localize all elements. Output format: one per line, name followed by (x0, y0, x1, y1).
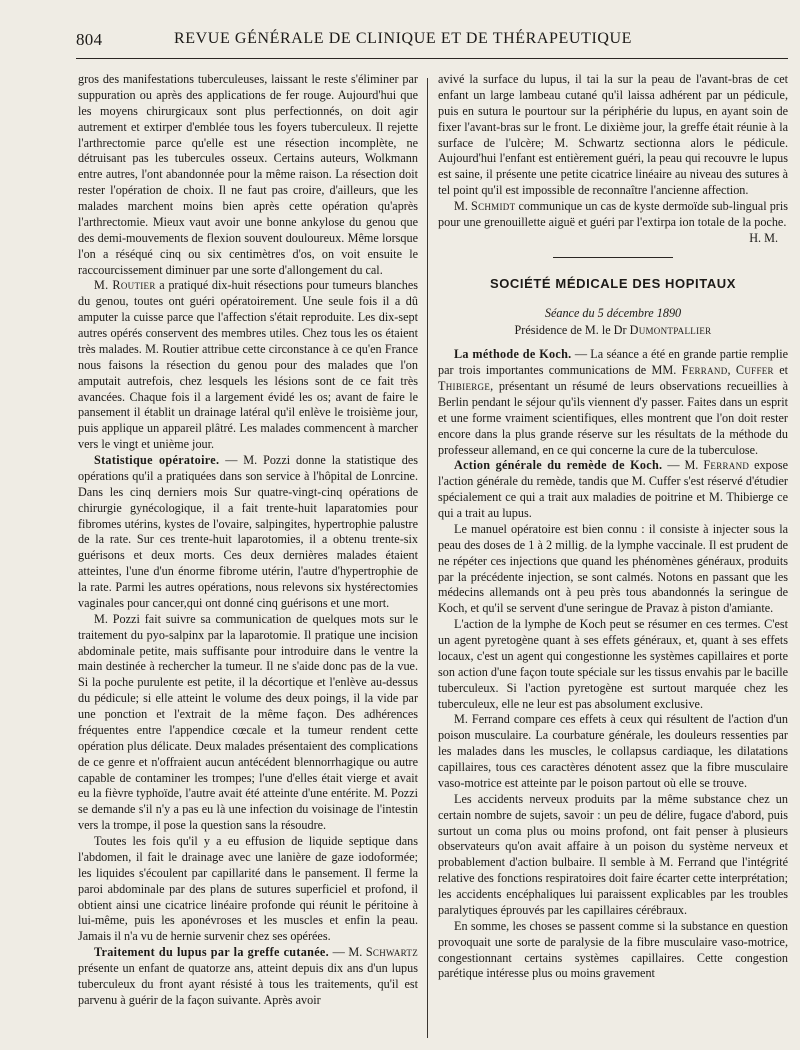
paragraph-text: expose l'action générale du remède, tandis que M. Cuffer s'est réservé d'étudier spécialement ce qui a trait aux maladies de poitrine et M. Thibierge ce qui a trait au lupus. (438, 458, 788, 520)
presidence-line (438, 323, 788, 339)
author-name: Ferrand (681, 363, 728, 378)
left-column (78, 72, 418, 1009)
paragraph-text: , présentant un résumé de leurs observations recueillies à Berlin pendant le séjour qu'ils viennent d'y passer. Faites dans un esprit et une forme vraiment scientifiques, elles montrent que l'on doit rester encore dans la plus grande réserve sur les résultats de la méthode du professeur allemand, en ce qui concerne la cure de la tuberculose. (438, 379, 788, 457)
running-title: REVUE GÉNÉRALE DE CLINIQUE ET DE THÉRAPEUTIQUE (174, 30, 633, 47)
paragraph: gros des manifestations tuberculeuses, laissant le reste s'éliminer par suppuration ou après des applications de fer rouge. Aujourd'hui que les moyens chirurgicaux sont plus perfectionnés, on doit agir autrement et extirper d'emblée tous les foyers tuberculeux. Il rejette l'arthrectomie parce qu'elle est une résection incomplète, ne détruisant pas les tubercules osseux. Certains auteurs, Wolkmann entre autres, l'ont abandonnée pour la même raison. La résection doit rester l'opération de choix. Il ne faut pas croire, d'ailleurs, que les malades marchent moins bien après cette opération qu'après l'arthrectomie. Mieux vaut avoir une bonne ankylose du genou que des demi-mouvements de flexion souvent douloureux. Même lorsque l'on a réséqué cinq ou six centimètres d'os, on voit ensuite le raccourcissement diminuer par une sorte d'allongement du cal. (78, 72, 418, 277)
column-divider (427, 78, 428, 1038)
paragraph (78, 453, 418, 612)
author-name: Thibierge (438, 379, 491, 393)
paragraph-text: — La séance a été en grande partie remplie par trois importantes communications de MM. (438, 347, 788, 378)
paragraph (438, 347, 788, 458)
paragraph: Toutes les fois qu'il y a eu effusion de liquide septique dans l'abdomen, il fait le drainage avec une lanière de gaze iodoformée; les liquides s'écoulent par capillarité dans le pansement. Il ferme la paroi abdominale par des plans de sutures superficiel et profond, il obtient ainsi une cicatrice linéaire profonde qui réunit le péritoine à lui-même, puis les aponévroses et les muscles et enfin la peau. Jamais il n'a vu de hernie survenir chez ses opérées. (78, 834, 418, 944)
paragraph-text: présente un enfant de quatorze ans, atteint depuis dix ans d'un lupus tuberculeux du front ayant résisté à tous les traitements, qu'il est parvenu à guérir de la façon suivante. Après avoir (78, 961, 418, 1007)
subsection-title: La méthode de Koch. (454, 347, 572, 362)
paragraph: M. Pozzi fait suivre sa communication de quelques mots sur le traitement du pyo-salpinx par la laparotomie. Il pratique une incision abdominale petite, mais suffisante pour introduire dans le ventre la main destinée à rechercher la tumeur. Il ne s'aide donc pas de la vue. Si la poche purulente est petite, il la décortique et l'enlève au-dessus du pédicule; si elle atteint le volume des deux poings, il la vide par une ponction et l'extrait de la même façon. Des adhérences fréquentes entre l'appendice cœcale et la tumeur rendent cette opération plus délicate. Deux malades présentaient des complications de ce genre et n'offraient aucun antécédent blennorrhagique ou autre capable de contaminer les trompes; l'une d'elles était vierge et avait eu la fièvre typhoïde, l'autre avait été atteinte d'une entérite. M. Pozzi se demande s'il n'y a pas eu là une infection du voisinage de l'intestin vers la trompe, il pose la question sans la résoudre. (78, 611, 418, 833)
presidence-text: Présidence de M. le Dr (514, 323, 630, 338)
section-rule (553, 257, 673, 258)
page-header (58, 26, 768, 54)
paragraph (438, 199, 788, 231)
seance-date: Séance du 5 décembre 1890 (544, 305, 682, 320)
paragraph (438, 458, 788, 522)
paragraph: M. Ferrand compare ces effets à ceux qui résultent de l'action d'un poison musculaire. La courbature générale, les douleurs ressenties par les malades dans les muscles, le collapsus cardiaque, les dilatations capillaires, tous ces caractères dénotent assez que la fibre musculaire vaso-motrice est atteinte par le poison partout où elle se trouve. (438, 712, 788, 790)
paragraph-text: M. (454, 199, 471, 213)
paragraph: Le manuel opératoire est bien connu : il consiste à injecter sous la peau des doses de 1 à 2 millig. de la lymphe vaccinale. Il est prudent de ne répéter ces injections que quand les phénomènes généraux, produits par la précédente injection, se sont calmés. Notons en passant que les médecins allemands ont à peu près tous abandonnés la seringue de Koch, et qu'il se servent d'une seringue de Pravaz à piston d'amiante. (438, 521, 788, 616)
paragraph (78, 945, 418, 1009)
signature: H. M. (749, 230, 778, 245)
author-name: Schwartz (365, 945, 418, 960)
paragraph: L'action de la lymphe de Koch peut se résumer en ces termes. C'est un agent pyretogène quant à ses effets généraux, et, quant à ses effets locaux, c'est un agent qui congestionne les systèmes capillaires et porte son action d'une façon toute spéciale sur les tissus envahis par le bacille tuberculeux. Si l'action pyretogène est surtout marquée chez les tuberculeux, elle ne leur est pas absolument exclusive. (438, 617, 788, 711)
paragraph-text: , (727, 363, 736, 378)
section-title: SOCIÉTÉ MÉDICALE DES HOPITAUX (489, 275, 737, 291)
author-name: Ferrand (703, 458, 750, 473)
author-name: M. Routier (94, 278, 156, 293)
subsection-title: Traitement du lupus par la greffe cutanée. (94, 945, 329, 960)
paragraph: avivé la surface du lupus, il tai la sur la peau de l'avant-bras de cet enfant un large lambeau cutané qu'il laissa adhérent par un pédicule, puis en sutura le pourtour sur la périphérie du lupus, en ayant soin de fixer l'avant-bras sur le front. Le dixième jour, la greffe était réunie à la surface de l'ulcère; M. Schwartz sectionna alors le pédicule. Aujourd'hui l'enfant est entièrement guéri, la peau qui recouvre le lupus est saine, il présente une petite cicatrice linéaire au niveau des sutures à tel point qu'il est impossible de reconnaître l'ancienne affection. (438, 72, 788, 198)
paragraph-text: a pratiqué dix-huit résections pour tumeurs blanches du genou, toutes ont guéri opératoirement. Une seule fois il a dû amputer la cuisse parce que l'affection s'était reproduite. Les dix-sept autres opérés conservent des membres utiles. Chez tous les os étaient très malades. M. Routier attribue cette circonstance à ce qu'en France nous faisons la résection du genou pour des malades que l'on amputait autrefois, chez lesquels les lésions sont de ce fait très avancées. Chaque fois il a largement évidé les os; avant de faire le pansement il établit un drainage latéral qu'il enlève le troisième jour, puis applique un appareil plâtré. Les malades commencent à marcher vers le vingt et unième jour. (78, 278, 418, 452)
page-number: 804 (76, 30, 103, 49)
paragraph-text: et (773, 363, 788, 378)
paragraph: Les accidents nerveux produits par la même substance chez un certain nombre de sujets, savoir : un peu de délire, fugace d'abord, puis surtout un coma plus ou moins profond, ont fait penser à plusieurs observateurs qu'on avait affaire à un poison du système nerveux et probablement d'action bulbaire. Il semble à M. Ferrand que l'intégrité relative des fonctions respiratoires doit faire écarter cette interprétation; les accidents encéphaliques lui paraissent explicables par les troubles paralytiques éprouvés par les capillaires cérébraux. (438, 791, 788, 917)
paragraph-text: — M. (662, 458, 704, 473)
president-name: Dumontpallier (629, 323, 712, 338)
paragraph-text: — M. Pozzi donne la statistique des opérations qu'il a pratiquées dans son service à l'hôpital de Lonrcine. Dans les cinq derniers mois Sur quatre-vingt-cinq opérations de chirurgie gynécologique, il a fait trente-huit laparatomies pour fibromes utérins, kystes de l'ovaire, salpingites, hypertrophie palustre de la rate. Sur ces trente-huit laparotomies, il a obtenu trente-six guérisons et deux morts. Ces deux dernières malades étaient atteintes, l'une d'un énorme fibrome utérin, l'autre d'hypertrophie de la rate. Parmi les autres opérations, nous relevons six hystérectomies vaginales pour cancer,qui ont donné cinq guérisons et une mort. (78, 453, 418, 610)
subsection-title: Statistique opératoire. (94, 453, 220, 467)
subsection-title: Action générale du remède de Koch. (454, 458, 663, 473)
paragraph-text: — M. (328, 945, 366, 960)
paragraph-text: communique un cas de kyste dermoïde sub-lingual pris pour une grenouillette aiguë et guéri par l'extirpa ion totale de la poche. (438, 199, 788, 229)
author-name: Schmidt (471, 199, 516, 213)
header-rule (76, 58, 788, 59)
author-name: Cuffer (735, 363, 774, 378)
paragraph: En somme, les choses se passent comme si la substance en question provoquait une sorte de paralysie de la fibre musculaire vaso-motrice, congestionnant certains systèmes capillaires. Cette congestion parétique intéresse plus ou moins gravement (438, 918, 788, 981)
paragraph (78, 278, 418, 453)
right-column (438, 72, 788, 982)
